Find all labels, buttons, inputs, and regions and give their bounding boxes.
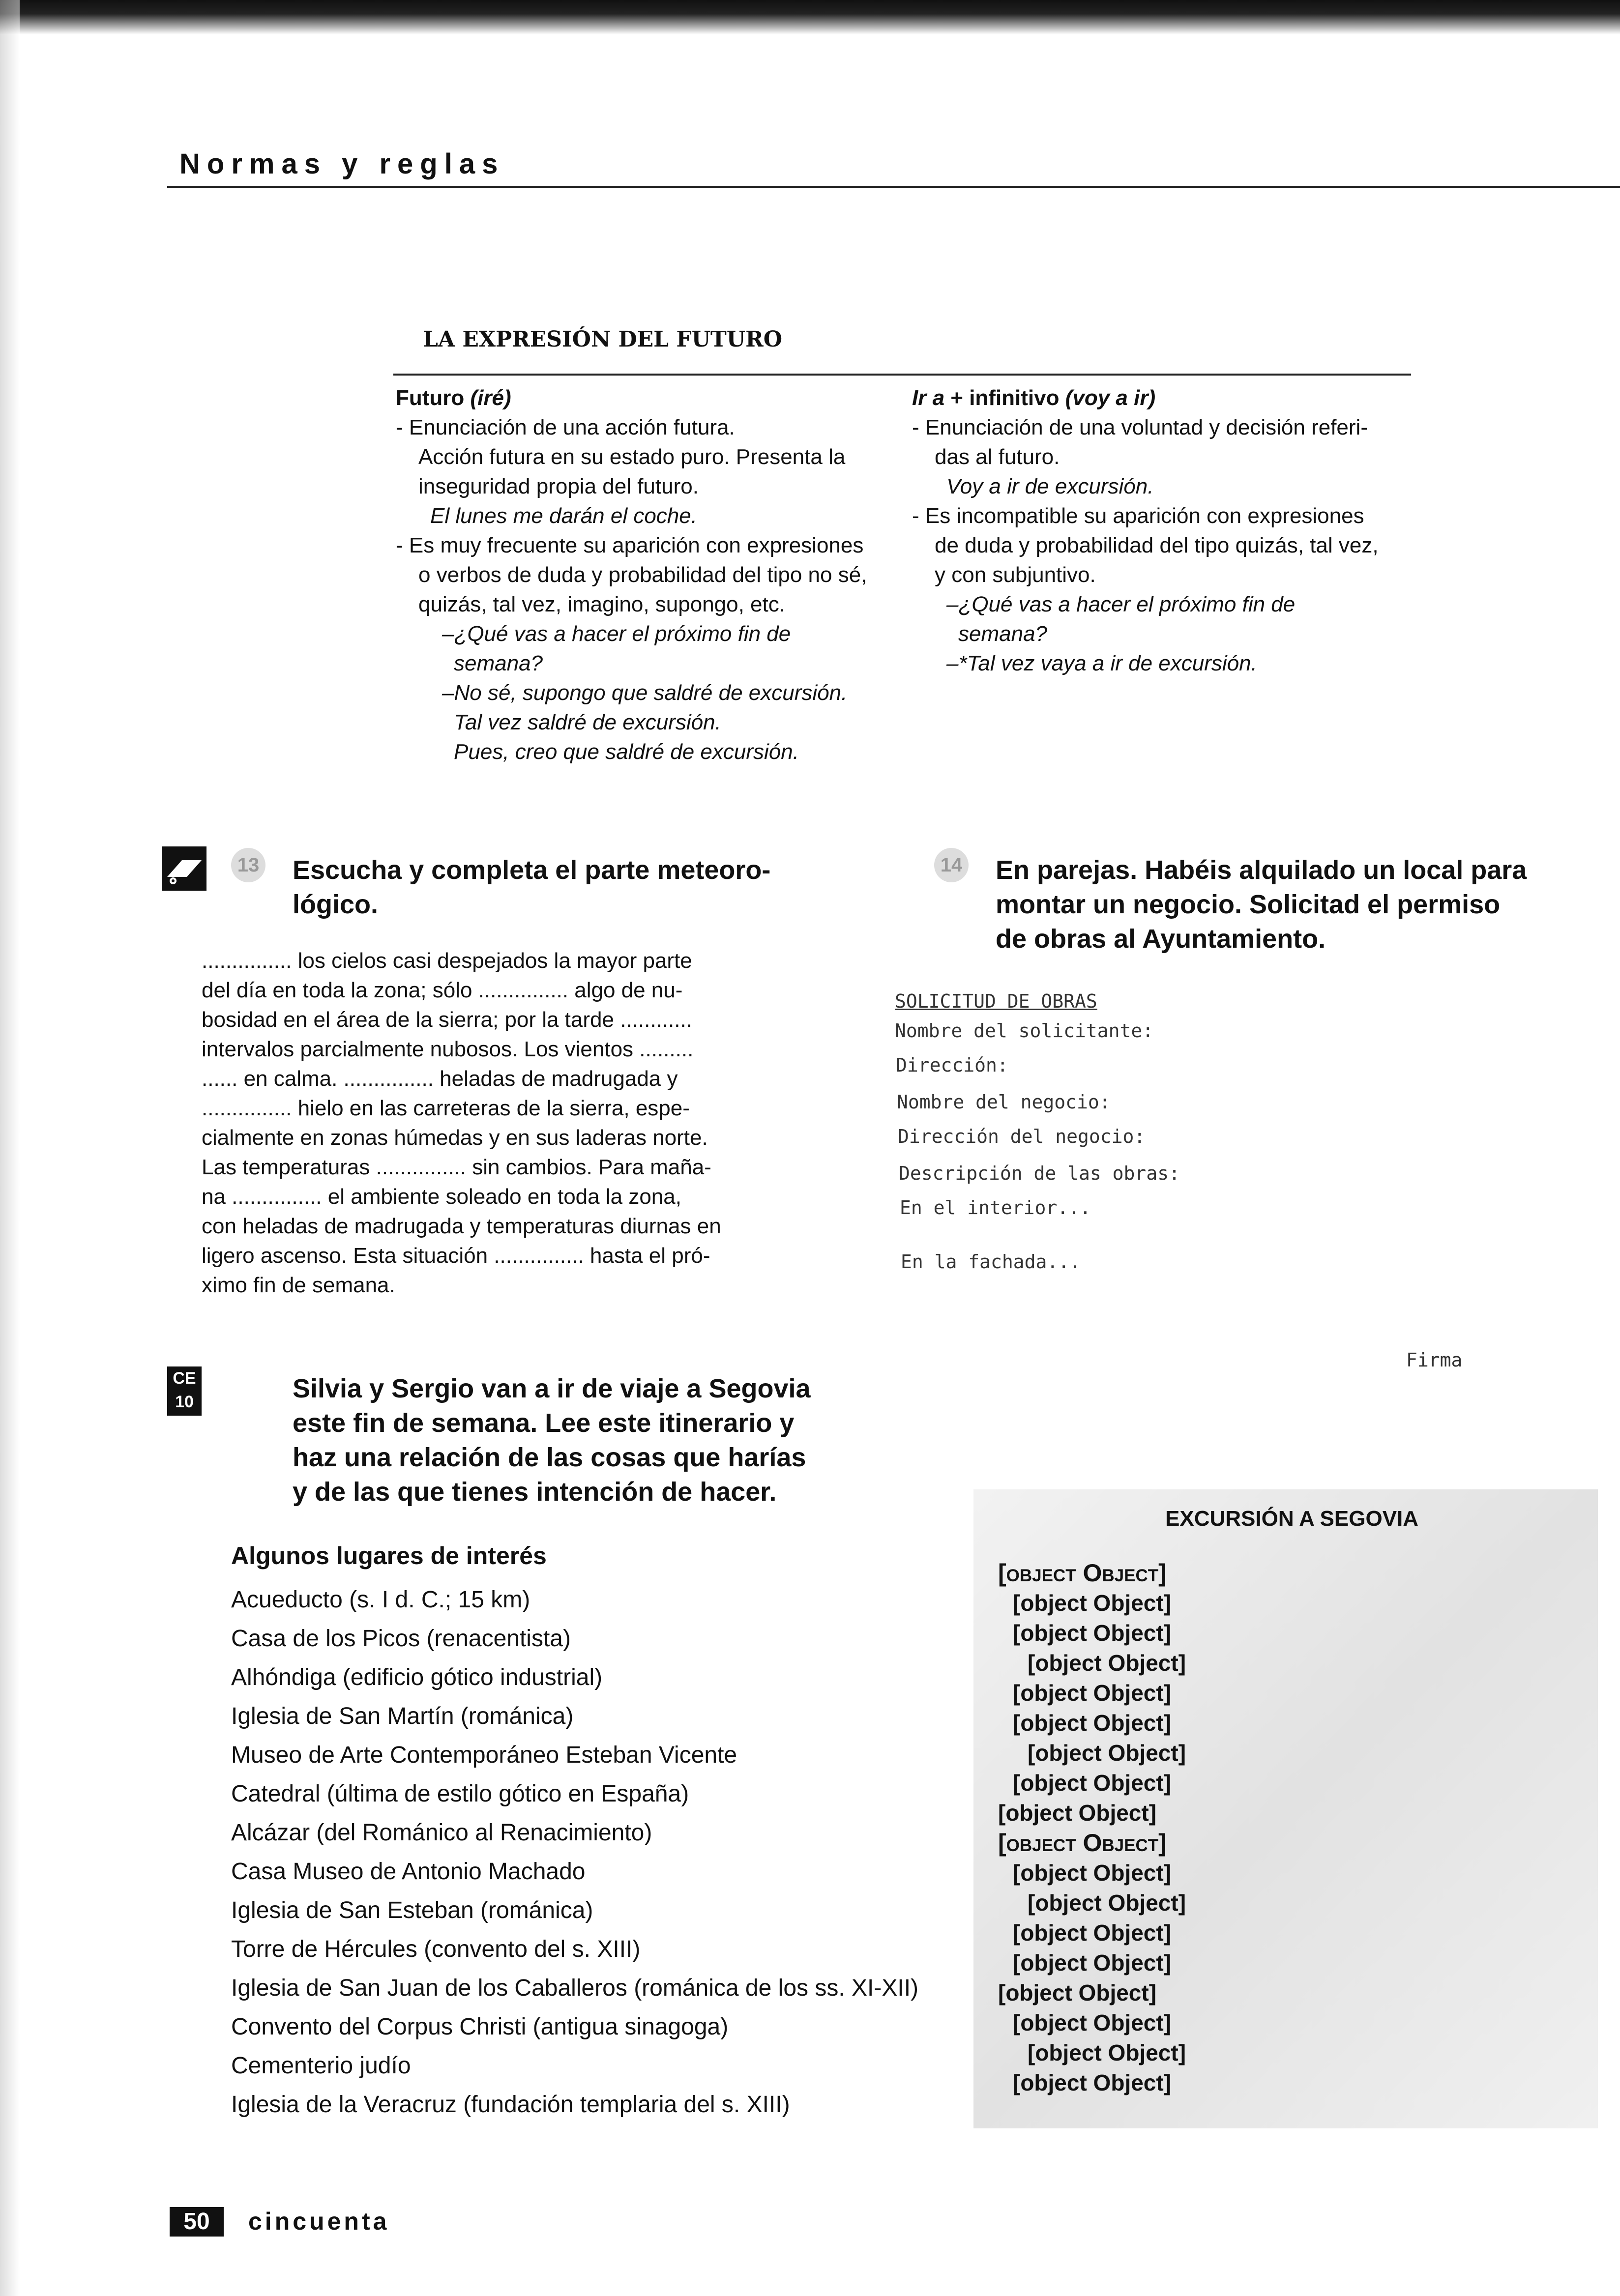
weather-line: bosidad en el área de la sierra; por la tarde ............ — [202, 1008, 692, 1032]
itinerary-line: [object Object] — [1028, 2040, 1186, 2065]
place-item: Casa Museo de Antonio Machado — [231, 1859, 586, 1885]
scan-edge-top — [0, 0, 1620, 34]
grammar-right-heading — [912, 383, 1414, 413]
header-rule — [167, 186, 1620, 188]
places-heading: Algunos lugares de interés — [231, 1542, 547, 1569]
title-line: montar un negocio. Solicitad el permiso — [996, 890, 1501, 919]
place-item: Iglesia de San Martín (románica) — [231, 1703, 574, 1729]
heading-italic-2: (voy a ir) — [1065, 386, 1156, 410]
itinerary-day: [object Object] — [998, 1829, 1167, 1857]
grammar-line: - Enunciación de una voluntad y decisión referi- — [912, 415, 1368, 439]
itinerary-line: [object Object] — [1013, 1860, 1172, 1886]
itinerary-line: [object Object] — [1013, 2010, 1172, 2035]
itinerary-line: [object Object] — [1013, 1590, 1172, 1616]
title-line: Silvia y Sergio van a ir de viaje a Segovia — [293, 1374, 811, 1403]
title-line: haz una relación de las cosas que harías — [293, 1443, 806, 1472]
grammar-line: - Enunciación de una acción futura. — [396, 415, 735, 439]
activity-13-number: 13 — [231, 848, 265, 882]
weather-line: na ............... el ambiente soleado en toda la zona, — [202, 1185, 681, 1209]
itinerary-line: [object Object] — [1013, 1950, 1172, 1976]
grammar-line: y con subjuntivo. — [935, 563, 1096, 587]
itinerary-line: [object Object] — [1013, 1770, 1172, 1796]
grammar-line: –No sé, supongo que saldré de excursión. — [442, 681, 848, 705]
heading-text: Futuro — [396, 386, 471, 410]
grammar-line: - Es incompatible su aparición con expresiones — [912, 504, 1364, 528]
grammar-line: Pues, creo que saldré de excursión. — [454, 740, 799, 764]
cassette-icon — [162, 846, 206, 891]
grammar-line: El lunes me darán el coche. — [430, 504, 697, 528]
weather-line: del día en toda la zona; sólo ............... algo de nu- — [202, 978, 683, 1002]
place-item: Alhóndiga (edificio gótico industrial) — [231, 1664, 603, 1690]
weather-line: ximo fin de semana. — [202, 1273, 395, 1297]
form-field-label: En el interior... — [900, 1197, 1091, 1219]
title-line: Escucha y completa el parte meteoro- — [293, 855, 771, 885]
place-item: Iglesia de San Juan de los Caballeros (románica de los ss. XI-XII) — [231, 1975, 919, 2001]
grammar-left-column — [396, 383, 902, 767]
grammar-line: Acción futura en su estado puro. Presenta la — [418, 445, 846, 469]
grammar-line: Voy a ir de excursión. — [946, 474, 1154, 498]
section-title: Normas y reglas — [179, 148, 505, 180]
title-line: y de las que tienes intención de hacer. — [293, 1477, 777, 1507]
grammar-line: de duda y probabilidad del tipo quizás, tal vez, — [935, 533, 1379, 557]
heading-text: + infinitivo — [944, 386, 1065, 410]
grammar-right-lines — [912, 413, 1414, 678]
grammar-box-title: LA EXPRESIÓN DEL FUTURO — [423, 327, 783, 352]
itinerary-line: [object Object] — [1013, 1620, 1172, 1646]
place-item: Cementerio judío — [231, 2053, 411, 2079]
workbook-ce-icon — [167, 1366, 202, 1416]
itinerary-line: [object Object] — [1028, 1740, 1186, 1766]
form-heading: SOLICITUD DE OBRAS — [895, 990, 1097, 1012]
page-number: 50 — [170, 2207, 224, 2237]
place-item: Museo de Arte Contemporáneo Esteban Vicente — [231, 1742, 737, 1768]
form-field-label: En la fachada... — [901, 1251, 1081, 1273]
itinerary-line: [object Object] — [1013, 1920, 1172, 1946]
itinerary-lines — [998, 1558, 1186, 2098]
grammar-line: - Es muy frecuente su aparición con expresiones — [396, 533, 864, 557]
form-field-label: Nombre del solicitante: — [895, 1020, 1154, 1042]
form-field-label: Nombre del negocio: — [897, 1091, 1111, 1113]
scan-edge-left — [0, 0, 20, 2296]
itinerary-day: [object Object] — [998, 1559, 1167, 1587]
grammar-left-heading — [396, 383, 902, 413]
weather-line: cialmente en zonas húmedas y en sus laderas norte. — [202, 1126, 708, 1150]
grammar-left-lines — [396, 413, 902, 767]
weather-line: ...... en calma. ............... heladas de madrugada y — [202, 1067, 678, 1091]
title-line: lógico. — [293, 890, 378, 919]
title-line: de obras al Ayuntamiento. — [996, 924, 1326, 954]
permit-form — [895, 990, 1534, 1384]
itinerary-line: [object Object] — [998, 1980, 1157, 2005]
place-item: Convento del Corpus Christi (antigua sinagoga) — [231, 2014, 729, 2040]
form-field-label: Dirección del negocio: — [898, 1126, 1146, 1147]
grammar-line: Tal vez saldré de excursión. — [454, 710, 721, 734]
weather-line: intervalos parcialmente nubosos. Los vientos ......... — [202, 1037, 694, 1061]
grammar-line: –*Tal vez vaya a ir de excursión. — [946, 651, 1257, 675]
grammar-line: quizás, tal vez, imagino, supongo, etc. — [418, 592, 785, 616]
heading-italic: Ir a — [912, 386, 945, 410]
listening-icon — [162, 846, 206, 891]
grammar-line: inseguridad propia del futuro. — [418, 474, 699, 498]
weather-line: ............... los cielos casi despejados la mayor parte — [202, 949, 692, 973]
place-item: Acueducto (s. I d. C.; 15 km) — [231, 1587, 530, 1613]
place-item: Torre de Hércules (convento del s. XIII) — [231, 1936, 641, 1962]
grammar-line: das al futuro. — [935, 445, 1060, 469]
activity-14-title — [996, 853, 1595, 956]
title-line: este fin de semana. Lee este itinerario y — [293, 1408, 795, 1438]
itinerary-line: [object Object] — [998, 1800, 1157, 1826]
activity-13-title — [293, 853, 770, 922]
grammar-box-rule — [393, 374, 1411, 376]
form-field-label: Dirección: — [896, 1054, 1008, 1076]
signature-label: Firma — [1406, 1349, 1463, 1371]
place-item: Iglesia de la Veracruz (fundación templaria del s. XIII) — [231, 2092, 790, 2118]
place-item: Alcázar (del Románico al Renacimiento) — [231, 1820, 652, 1846]
weather-line: con heladas de madrugada y temperaturas diurnas en — [202, 1214, 721, 1238]
activity-ce-title — [293, 1371, 907, 1509]
itinerary-line: [object Object] — [1013, 2070, 1172, 2095]
title-line: En parejas. Habéis alquilado un local para — [996, 855, 1527, 885]
itinerary-title: EXCURSIÓN A SEGOVIA — [1165, 1507, 1419, 1531]
activity-14-number: 14 — [934, 848, 969, 882]
grammar-line: semana? — [454, 651, 543, 675]
weather-line: ligero ascenso. Esta situación ............... hasta el pró- — [202, 1244, 710, 1268]
itinerary-line: [object Object] — [1013, 1710, 1172, 1736]
grammar-line: –¿Qué vas a hacer el próximo fin de — [946, 592, 1296, 616]
form-field-label: Descripción de las obras: — [899, 1163, 1180, 1184]
itinerary-line: [object Object] — [1028, 1650, 1186, 1676]
grammar-line: –¿Qué vas a hacer el próximo fin de — [442, 622, 791, 646]
weather-line: ............... hielo en las carreteras de la sierra, espe- — [202, 1096, 690, 1120]
place-item: Catedral (última de estilo gótico en España) — [231, 1781, 689, 1807]
weather-line: Las temperaturas ............... sin cambios. Para maña- — [202, 1155, 711, 1179]
ce-icon-bottom: 10 — [175, 1393, 194, 1411]
grammar-line: o verbos de duda y probabilidad del tipo no sé, — [418, 563, 867, 587]
page-number-word: cincuenta — [248, 2208, 390, 2235]
weather-report-text — [202, 946, 796, 1300]
grammar-line: semana? — [958, 622, 1048, 646]
itinerary-line: [object Object] — [1028, 1890, 1186, 1916]
place-item: Casa de los Picos (renacentista) — [231, 1626, 571, 1652]
places-list — [231, 1580, 918, 2124]
heading-italic: (iré) — [470, 386, 511, 410]
ce-icon-top: CE — [173, 1369, 196, 1388]
place-item: Iglesia de San Esteban (románica) — [231, 1897, 593, 1923]
grammar-right-column — [912, 383, 1414, 678]
itinerary-line: [object Object] — [1013, 1680, 1172, 1706]
